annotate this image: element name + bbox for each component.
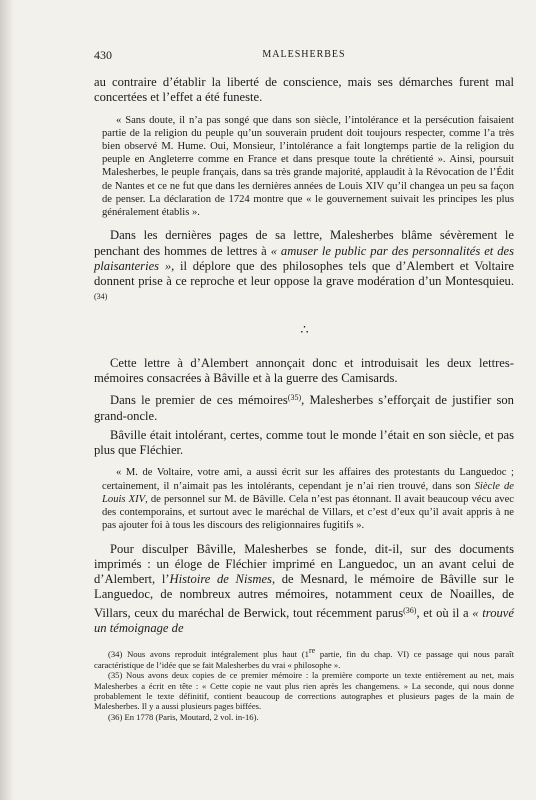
quote-2-text-b: , de personnel sur M. de Bâville. Cela n’est pas étonnant. Il avait beaucoup vécu avec des contemporains, et surtout avec le maréchal de Villars, et c’est d’eux qu’il avait appris à ne pas ajouter foi à tous les discours des religionnaires fugitifs ». <box>102 493 515 532</box>
quote-2 <box>102 466 514 532</box>
paragraph-5: Bâville était intolérant, certes, comme tout le monde l’était en son siècle, et pas plus que Fléchier. <box>94 427 514 458</box>
paragraph-6-title: Histoire de Nismes <box>169 572 272 587</box>
page-number: 430 <box>94 48 112 62</box>
footnote-34-text-a: (34) Nous avons reproduit intégralement plus haut (1 <box>108 649 309 660</box>
paragraph-2-text-a: Dans les dernières pages de sa lettre, Malesherbes blâme sévèrement le penchant des hommes de lettres à <box>94 228 514 258</box>
paragraph-4-text-b: , Malesherbes s’efforçait de justifier son grand-oncle. <box>94 393 514 423</box>
paragraph-6-quote: « trouvé un témoignage de <box>94 605 514 635</box>
page-body <box>94 75 514 722</box>
paragraph-2-quote: « amuser le public par des personnalités et des plaisanteries » <box>94 243 515 273</box>
footnotes <box>94 646 514 722</box>
note-ref-35: (35) <box>287 393 302 403</box>
footnote-35: (35) Nous avons deux copies de ce premier mémoire : la première comporte un texte entièrement au net, mais Malesherbes a écrit en tête : « Cette copie ne vaut plus rien après les changemens. » La seconde, qui nous donne probablement le texte définitif, contient beaucoup de corrections autographes et plusieurs pages de la main de Malesherbes. Il y a aussi plusieurs pages biffées. <box>94 670 514 712</box>
paragraph-1: au contraire d’établir la liberté de conscience, mais ses démarches furent mal concertées et l’effet a été funeste. <box>94 75 514 105</box>
quote-1: « Sans doute, il n’a pas songé que dans son siècle, l’intolérance et la persécution faisaient partie de la religion du peuple qu’un souverain prudent doit toujours respecter, comme l’a très bien observé M. Hume. Oui, Monsieur, l’intolérance a fait longtemps partie de la religion du peuple en Angleterre comme en France et dans presque toute la chrétienté ». Ainsi, poursuit Malesherbes, le peuple français, dans sa très grande majorité, applaudit à la Révocation de l’Édit de Nantes et ce ne fut que dans les dernières années de Louis XIV qu’il changea un peu sa façon de penser. La déclaration de 1724 montre que « le gouvernement suivait les principes les plus généralement établis ». <box>102 114 514 219</box>
footnote-36: (36) En 1778 (Paris, Moutard, 2 vol. in-16). <box>108 711 259 722</box>
paragraph-6 <box>94 542 514 637</box>
paragraph-2 <box>94 228 514 307</box>
paragraph-3: Cette lettre à d’Alembert annonçait donc et introduisait les deux lettres-mémoires consacrées à Bâville et à la guerre des Camisards. <box>94 355 514 385</box>
paragraph-6-text-a: Pour disculper Bâville, Malesherbes se fonde, dit-il, sur des documents imprimés : un éloge de Fléchier imprimé en Languedoc, un an avant celui de d’Alembert, l’ <box>94 541 514 587</box>
paragraph-6-text-b: , de Mesnard, le mémoire de Bâville sur le Languedoc, de nombreux autres mémoires, notamment ceux de Noailles, de Villars, ceux du maréchal de Berwick, tout récemment parus <box>94 572 514 620</box>
note-ref-36: (36) <box>403 605 417 615</box>
quote-2-title: Siècle de Louis XIV <box>102 480 515 505</box>
footnote-34 <box>94 646 514 670</box>
paragraph-4-text-a: Dans le premier de ces mémoires <box>110 393 288 408</box>
page-header <box>94 48 514 62</box>
paragraph-6-text-c: , et où il a <box>416 605 473 620</box>
scan-shadow <box>0 0 14 800</box>
paragraph-2-text-b: , il déplore que des philosophes tels que d’Alembert et Voltaire donnent prise à ce reproche et leur oppose la grave modération d’un Montesquieu. <box>94 258 514 289</box>
note-ref-34: (34) <box>94 292 108 302</box>
running-title: MALESHERBES <box>262 49 346 60</box>
footnote-34-sup: re <box>308 646 316 656</box>
paragraph-4 <box>94 390 514 424</box>
quote-2-text-a: « M. de Voltaire, votre ami, a aussi écrit sur les affaires des protestants du Languedoc ; certainement, il n’aimait pas les intolérants, cependant je n’ai rien trouvé, dans son <box>102 467 514 492</box>
footnote-34-text-b: partie, fin du chap. VI) ce passage qui nous paraît caractéristique de l’idée que se fait Malesherbes du vrai « philosophe ». <box>94 649 514 670</box>
section-separator: ∴ <box>300 321 308 337</box>
